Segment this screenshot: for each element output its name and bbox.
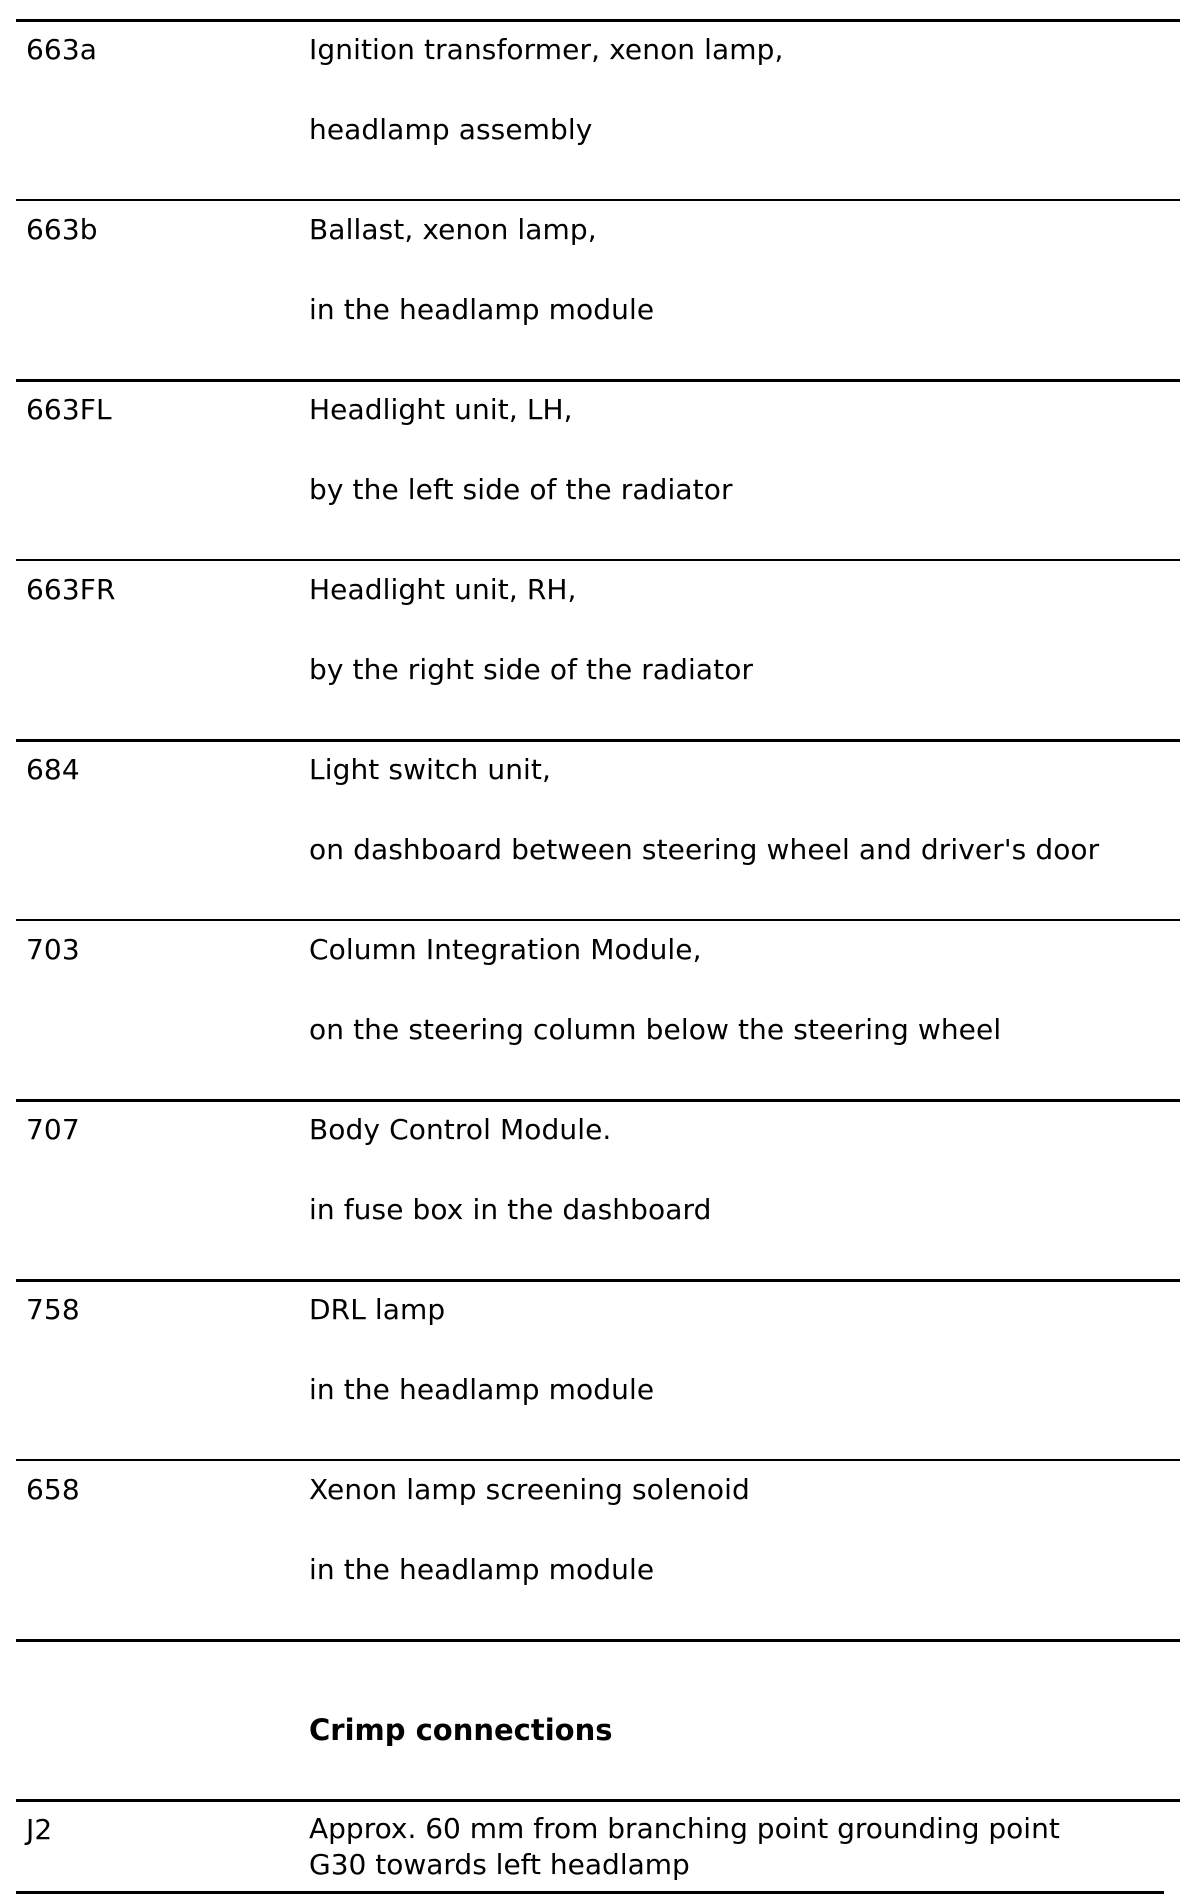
table-rule <box>16 919 1180 921</box>
component-description-line1: Ignition transformer, xenon lamp, <box>309 33 784 66</box>
table-rule <box>16 1799 1180 1802</box>
component-code: 684 <box>26 753 80 786</box>
section-heading: Crimp connections <box>309 1713 613 1747</box>
table-rule <box>16 19 1180 22</box>
component-description-line1: Body Control Module. <box>309 1113 612 1146</box>
table-rule <box>16 559 1180 561</box>
component-description-line2: by the left side of the radiator <box>309 473 733 506</box>
component-description-line2: in fuse box in the dashboard <box>309 1193 712 1226</box>
table-rule <box>16 379 1180 382</box>
table-rule <box>16 1279 1180 1282</box>
component-description-line1: Column Integration Module, <box>309 933 702 966</box>
component-description-line1: Ballast, xenon lamp, <box>309 213 597 246</box>
component-code: 663FL <box>26 393 112 426</box>
crimp-description-line2: G30 towards left headlamp <box>309 1848 690 1881</box>
component-code: 707 <box>26 1113 80 1146</box>
component-description-line2: by the right side of the radiator <box>309 653 754 686</box>
component-description-line2: headlamp assembly <box>309 113 593 146</box>
component-description-line2: on the steering column below the steering wheel <box>309 1013 1002 1046</box>
table-rule <box>16 1639 1180 1642</box>
crimp-description <box>309 1811 1060 1883</box>
table-rule <box>16 199 1180 201</box>
component-code: 663a <box>26 33 98 66</box>
crimp-code: J2 <box>26 1813 53 1846</box>
component-description-line1: DRL lamp <box>309 1293 446 1326</box>
crimp-description-line1: Approx. 60 mm from branching point grounding point <box>309 1812 1060 1845</box>
component-description-line2: on dashboard between steering wheel and driver's door <box>309 833 1100 866</box>
component-description-line2: in the headlamp module <box>309 293 655 326</box>
component-description-line2: in the headlamp module <box>309 1373 655 1406</box>
component-description-line1: Headlight unit, RH, <box>309 573 577 606</box>
table-rule <box>16 1459 1180 1461</box>
table-rule <box>16 739 1180 742</box>
component-description-line1: Light switch unit, <box>309 753 552 786</box>
component-description-line1: Xenon lamp screening solenoid <box>309 1473 750 1506</box>
component-code: 758 <box>26 1293 80 1326</box>
component-code: 703 <box>26 933 80 966</box>
component-code: 663b <box>26 213 98 246</box>
component-description-line1: Headlight unit, LH, <box>309 393 573 426</box>
component-code: 663FR <box>26 573 116 606</box>
component-code: 658 <box>26 1473 80 1506</box>
table-rule <box>16 1891 1164 1894</box>
table-rule <box>16 1099 1180 1102</box>
component-description-line2: in the headlamp module <box>309 1553 655 1586</box>
